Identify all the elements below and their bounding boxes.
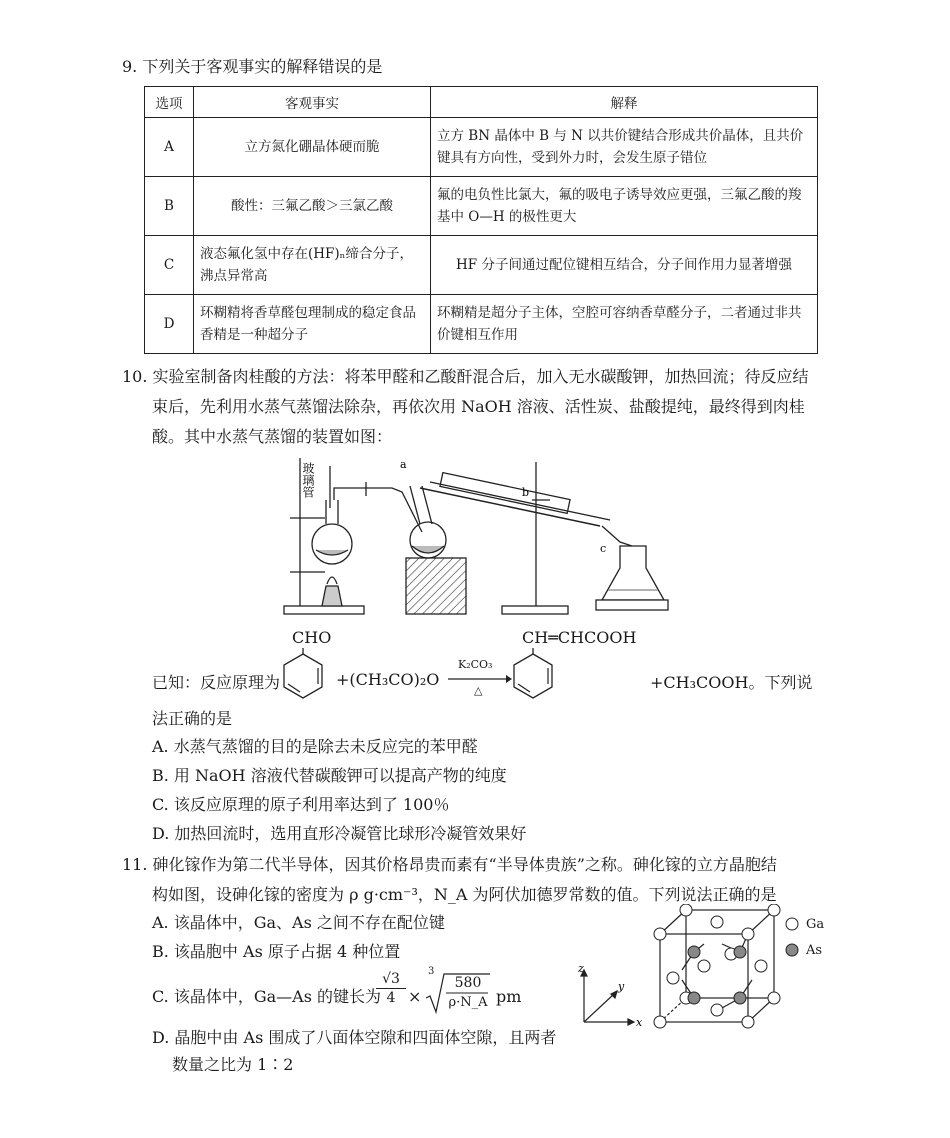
label-c: c — [600, 542, 607, 555]
row-explanation: 立方 BN 晶体中 B 与 N 以共价键结合形成共价晶体，且共价键具有方向性，受到外力时，会发生原子错位 — [431, 118, 818, 177]
heat-symbol: △ — [474, 684, 483, 697]
axis-y-label: y — [618, 980, 625, 993]
row-fact: 酸性：三氟乙酸＞三氯乙酸 — [194, 177, 431, 236]
stand-base-left — [284, 606, 364, 614]
fraction-denominator: 4 — [386, 990, 396, 1006]
fraction-numerator: √3 — [376, 970, 406, 989]
row-option: B — [145, 177, 194, 236]
table-row — [145, 177, 818, 236]
cho-group: CHO — [292, 628, 332, 647]
q10-line2: 束后，先利用水蒸气蒸馏法除杂，再依次用 NaOH 溶液、活性炭、盐酸提纯，最终得到肉桂 — [152, 397, 805, 416]
q10-option-a: A. 水蒸气蒸馏的目的是除去未反应完的苯甲醛 — [152, 737, 478, 756]
q9-table — [144, 86, 818, 354]
catalyst-label: K₂CO₃ — [458, 658, 493, 671]
row-explanation: HF 分子间通过配位键相互结合，分子间作用力显著增强 — [431, 236, 818, 295]
header-explanation: 解释 — [431, 87, 818, 118]
q11-line1: 11. 砷化镓作为第二代半导体，因其价格昂贵而素有“半导体贵族”之称。砷化镓的立方晶胞结 — [122, 855, 777, 874]
row-fact: 液态氟化氢中存在(HF)ₙ缔合分子，沸点异常高 — [194, 236, 431, 295]
formula-fraction — [376, 970, 406, 1007]
root-numerator: 580 — [454, 975, 482, 991]
q10-line3: 酸。其中水蒸气蒸馏的装置如图： — [152, 427, 393, 446]
q11-option-d-line1: D. 晶胞中由 As 围成了八面体空隙和四面体空隙，且两者 — [152, 1028, 557, 1047]
legend-ga-label: Ga — [806, 917, 825, 932]
table-row — [145, 118, 818, 177]
header-option: 选项 — [145, 87, 194, 118]
q11-option-a: A. 该晶体中，Ga、As 之间不存在配位键 — [152, 913, 445, 932]
product-group: CH═CHCOOH — [522, 628, 637, 647]
times-sign: × — [408, 987, 422, 1006]
benzene-ring-icon — [278, 648, 328, 702]
table-row — [145, 236, 818, 295]
axis-z-label: z — [578, 962, 584, 975]
q10-line1: 10. 实验室制备肉桂酸的方法：将苯甲醛和乙酸酐混合后，加入无水碳酸钾，加热回流；待反应结 — [122, 367, 809, 386]
row-fact: 环糊精将香草醛包理制成的稳定食品香精是一种超分子 — [194, 295, 431, 354]
row-explanation: 氟的电负性比氯大，氟的吸电子诱导效应更强，三氟乙酸的羧基中 O—H 的极性更大 — [431, 177, 818, 236]
heating-block — [406, 558, 466, 614]
q10-option-b: B. 用 NaOH 溶液代替碳酸钾可以提高产物的纯度 — [152, 766, 507, 785]
row-option: C — [145, 236, 194, 295]
table-header-row — [145, 87, 818, 118]
conical-flask — [602, 546, 664, 600]
label-a: a — [400, 458, 407, 471]
as-marker — [786, 944, 798, 956]
q11-option-d-line2: 数量之比为 1∶2 — [172, 1055, 294, 1074]
q10-option-d: D. 加热回流时，选用直形冷凝管比球形冷凝管效果好 — [152, 824, 527, 843]
steam-generator-flask — [312, 524, 352, 564]
steam-distillation-apparatus — [270, 452, 690, 622]
gaas-unit-cell — [652, 904, 782, 1034]
reaction-known: 已知：反应原理为 — [152, 673, 281, 692]
benzene-ring-icon — [508, 648, 558, 702]
row-explanation: 环糊精是超分子主体，空腔可容纳香草醛分子，二者通过非共价键相互作用 — [431, 295, 818, 354]
legend-markers — [784, 916, 800, 960]
axis-x-label: x — [636, 1016, 643, 1029]
as-atoms — [688, 946, 746, 1004]
row-option: D — [145, 295, 194, 354]
table-row — [145, 295, 818, 354]
legend-as-label: As — [806, 943, 823, 958]
ga-marker — [786, 918, 798, 930]
q9-stem: 9. 下列关于客观事实的解释错误的是 — [122, 57, 383, 76]
reaction-continuation: 法正确的是 — [152, 709, 233, 728]
header-fact: 客观事实 — [194, 87, 431, 118]
row-fact: 立方氮化硼晶体硬而脆 — [194, 118, 431, 177]
reagent-anhydride: +(CH₃CO)₂O — [336, 670, 440, 689]
tube-label: 玻璃管 — [301, 462, 315, 498]
root-index: 3 — [428, 966, 435, 977]
q11-option-b: B. 该晶胞中 As 原子占据 4 种位置 — [152, 942, 401, 961]
byproduct: +CH₃COOH。下列说 — [650, 673, 813, 692]
root-denominator: ρ·N_A — [448, 995, 488, 1010]
q11-option-c-prefix: C. 该晶体中，Ga—As 的键长为 — [152, 987, 382, 1006]
q10-option-c: C. 该反应原理的原子利用率达到了 100％ — [152, 795, 450, 814]
unit-pm: pm — [496, 987, 522, 1006]
row-option: A — [145, 118, 194, 177]
coordinate-axes — [574, 960, 646, 1032]
q11-line2: 构如图，设砷化镓的密度为 ρ g·cm⁻³，N_A 为阿伏加德罗常数的值。下列说法正确的是 — [152, 885, 777, 904]
label-b: b — [522, 486, 530, 499]
burner — [322, 586, 342, 606]
